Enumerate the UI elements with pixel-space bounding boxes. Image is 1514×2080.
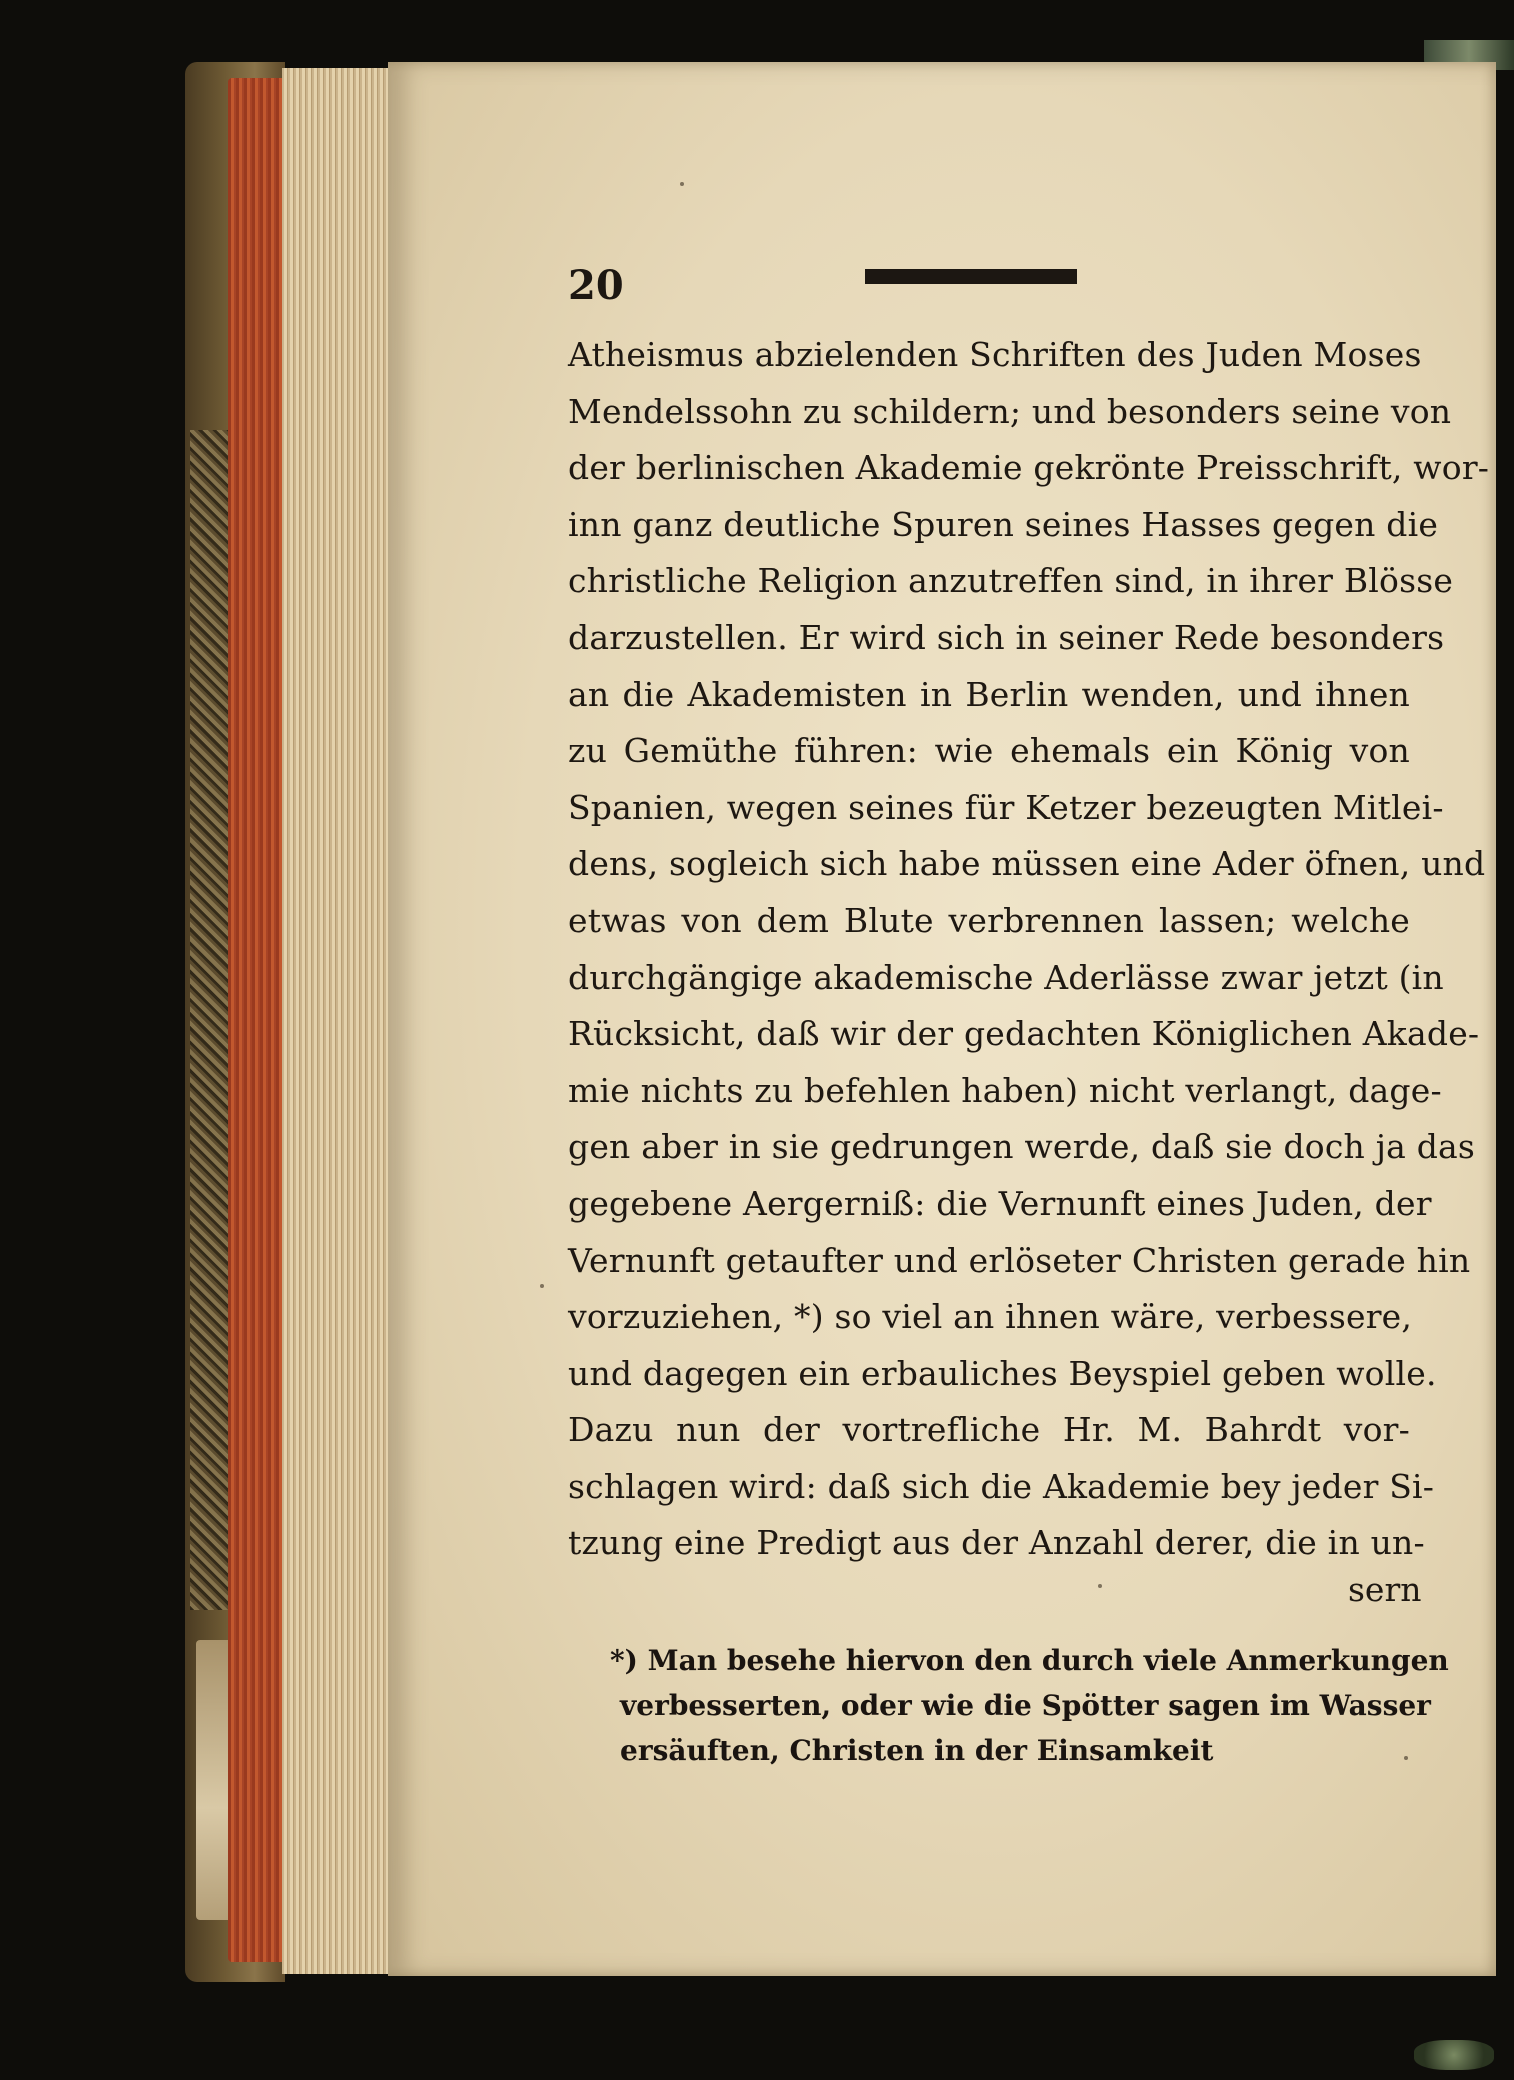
body-text <box>568 327 1490 1572</box>
cover-corner-bottom <box>1414 2040 1494 2070</box>
text-line: Vernunft getaufter und erlöseter Christen gerade hin <box>568 1240 1471 1280</box>
text-line: und dagegen ein erbauliches Beyspiel geben wolle. <box>568 1353 1437 1393</box>
footnote-line: verbesserten, oder wie die Spötter sagen im Wasser <box>620 1689 1431 1722</box>
text-line: inn ganz deutliche Spuren seines Hasses gegen die <box>568 504 1439 544</box>
footnote-line: ersäuften, Christen in der Einsamkeit <box>620 1734 1214 1767</box>
footnote <box>610 1638 1449 1773</box>
catchword: sern <box>1348 1570 1422 1609</box>
text-line: gen aber in sie gedrungen werde, daß sie doch ja das <box>568 1127 1476 1167</box>
text-line: Spanien, wegen seines für Ketzer bezeugten Mitlei- <box>568 787 1444 827</box>
red-page-edges <box>228 78 282 1962</box>
text-line: christliche Religion anzutreffen sind, in ihrer Blösse <box>568 561 1454 601</box>
text-line: an die Akademisten in Berlin wenden, und ihnen <box>568 674 1410 714</box>
text-line: schlagen wird: daß sich die Akademie bey jeder Si- <box>568 1466 1435 1506</box>
text-line: Dazu nun der vortrefliche Hr. M. Bahrdt vor- <box>568 1410 1410 1450</box>
text-line: durchgängige akademische Aderlässe zwar jetzt (in <box>568 957 1444 997</box>
text-line: gegebene Aergerniß: die Vernunft eines Juden, der <box>568 1183 1432 1223</box>
text-line: zu Gemüthe führen: wie ehemals ein König von <box>568 731 1410 771</box>
paper-speck <box>1098 1584 1102 1588</box>
text-line: vorzuziehen, *) so viel an ihnen wäre, verbessere, <box>568 1297 1413 1337</box>
text-line: dens, sogleich sich habe müssen eine Ader öfnen, und <box>568 844 1486 884</box>
footnote-line: *) Man besehe hiervon den durch viele Anmerkungen <box>610 1644 1449 1677</box>
page-stack <box>282 68 402 1974</box>
header-rule <box>865 269 1077 284</box>
text-line: mie nichts zu befehlen haben) nicht verlangt, dage- <box>568 1070 1442 1110</box>
text-line: darzustellen. Er wird sich in seiner Rede besonders <box>568 617 1445 657</box>
text-line: der berlinischen Akademie gekrönte Preisschrift, wor- <box>568 448 1490 488</box>
paper-speck <box>540 1284 544 1288</box>
text-line: Rücksicht, daß wir der gedachten Königlichen Akade- <box>568 1014 1480 1054</box>
text-line: tzung eine Predigt aus der Anzahl derer, die in un- <box>568 1523 1425 1563</box>
page-number: 20 <box>568 262 624 309</box>
text-line: Atheismus abzielenden Schriften des Juden Moses <box>568 335 1422 374</box>
paper-speck <box>680 182 684 186</box>
text-line: Mendelssohn zu schildern; und besonders seine von <box>568 391 1452 431</box>
text-line: etwas von dem Blute verbrennen lassen; welche <box>568 900 1410 940</box>
paper-speck <box>1404 1756 1408 1760</box>
